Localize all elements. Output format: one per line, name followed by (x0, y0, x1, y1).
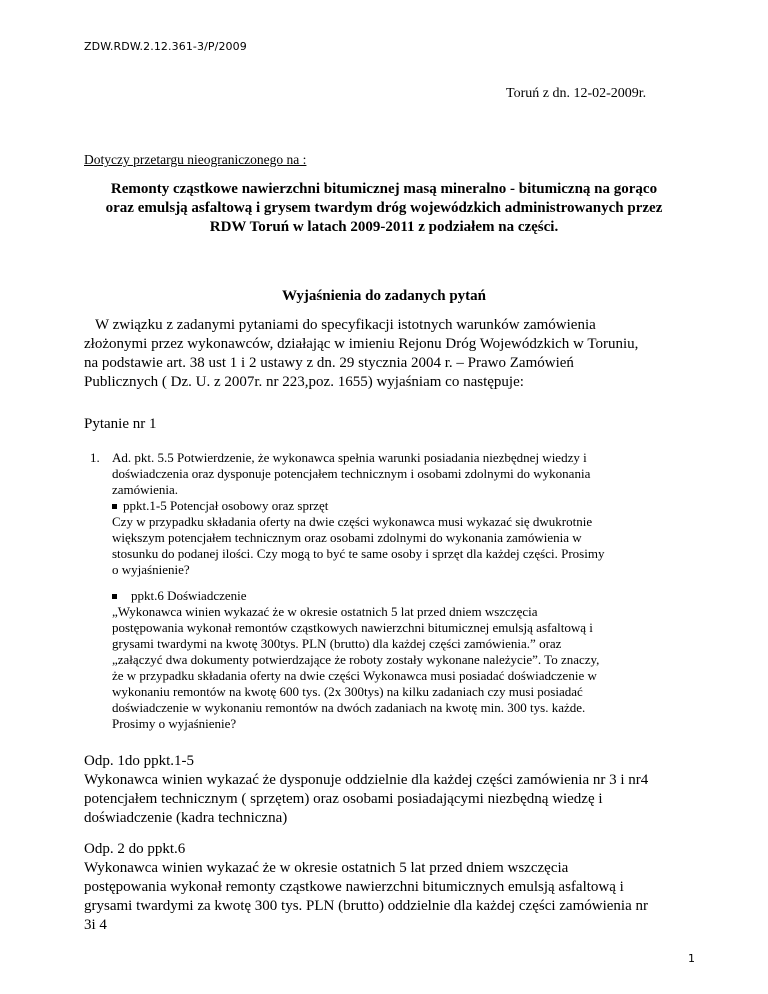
intro-line: W związku z zadanymi pytaniami do specyfikacji istotnych warunków zamówienia (84, 317, 596, 333)
page-number: 1 (688, 952, 695, 965)
bullet-body-line: „załączyć dwa dokumenty potwierdzające że roboty zostały wykonane należycie”. To znaczy, (112, 652, 600, 667)
intro-paragraph (84, 316, 704, 392)
bullet-item-staff-equipment (112, 498, 682, 514)
title-line: Remonty cząstkowe nawierzchni bitumicznej masą mineralno - bitumiczną na gorąco (110, 181, 658, 197)
intro-line: na podstawie art. 38 ust 1 i 2 ustawy z dn. 29 stycznia 2004 r. – Prawo Zamówień (84, 355, 574, 371)
document-reference-code: ZDW.RDW.2.12.361-3/P/2009 (84, 40, 247, 53)
question-intro (112, 450, 682, 498)
answer-line: grysami twardymi za kwotę 300 tys. PLN (brutto) oddzielnie dla każdej części zamówienia nr (84, 898, 648, 914)
place-and-date: Toruń z dn. 12-02-2009r. (506, 86, 647, 101)
bullet-body-line: o wyjaśnienie? (112, 562, 190, 577)
bullet-title: ppkt.1-5 Potencjał osobowy oraz sprzęt (123, 498, 329, 513)
answer-line: 3i 4 (84, 917, 107, 933)
question-intro-line: zamówienia. (112, 482, 179, 497)
regarding-line: Dotyczy przetargu nieograniczonego na : (84, 152, 307, 167)
bullet-body-line: Czy w przypadku składania oferty na dwie części wykonawca musi wykazać się dwukrotnie (112, 514, 593, 529)
question-intro-line: doświadczenia oraz dysponuje potencjałem technicznym i osobami zdolnymi do wykonania (112, 466, 591, 481)
question-label: Pytanie nr 1 (84, 416, 157, 432)
bullet-body-line: postępowania wykonał remontów cząstkowych nawierzchni bitumicznej emulsją asfaltową i (112, 620, 593, 635)
bullet-item-experience (112, 588, 682, 604)
answer-line: potencjałem technicznym ( sprzętem) oraz osobami posiadającymi niezbędną wiedzę i (84, 791, 603, 807)
answer-line: Wykonawca winien wykazać że dysponuje oddzielnie dla każdej części zamówienia nr 3 i nr4 (84, 772, 649, 788)
bullet-body-line: Prosimy o wyjaśnienie? (112, 716, 237, 731)
square-bullet-icon (112, 504, 117, 509)
bullet-title: ppkt.6 Doświadczenie (131, 588, 247, 603)
bullet-body (112, 604, 682, 732)
answer-heading: Odp. 2 do ppkt.6 (84, 841, 186, 857)
question-item (90, 450, 682, 732)
answer-2 (84, 840, 704, 935)
intro-line: złożonymi przez wykonawców, działając w imieniu Rejonu Dróg Wojewódzkich w Toruniu, (84, 336, 639, 352)
answer-heading: Odp. 1do ppkt.1-5 (84, 753, 194, 769)
bullet-body-line: stosunku do podanej ilości. Czy mogą to być te same osoby i sprzęt dla każdej części. Prosimy (112, 546, 605, 561)
intro-line: Publicznych ( Dz. U. z 2007r. nr 223,poz. 1655) wyjaśniam co następuje: (84, 374, 524, 390)
square-bullet-icon (112, 594, 117, 599)
bullet-body-line: większym potencjałem technicznym oraz osobami zdolnymi do wykonania zamówienia w (112, 530, 582, 545)
title-line: RDW Toruń w latach 2009-2011 z podziałem na części. (209, 219, 559, 235)
bullet-body-line: że w przypadku składania oferty na dwie części Wykonawca musi posiadać doświadczenie w (112, 668, 597, 683)
bullet-body (112, 514, 682, 578)
answer-line: Wykonawca winien wykazać że w okresie ostatnich 5 lat przed dniem wszczęcia (84, 860, 569, 876)
answer-line: postępowania wykonał remonty cząstkowe nawierzchni bitumicznych emulsją asfaltową i (84, 879, 624, 895)
bullet-body-line: wykonaniu remontów na kwotę 600 tys. (2x 300tys) na kilku zadaniach czy musi posiadać (112, 684, 583, 699)
tender-title (74, 180, 694, 237)
bullet-body-line: doświadczenie w wykonaniu remontów na dwóch zadaniach na kwotę min. 300 tys. każde. (112, 700, 586, 715)
section-heading: Wyjaśnienia do zadanych pytań (281, 288, 487, 304)
title-line: oraz emulsją asfaltową i grysem twardym dróg wojewódzkich administrowanych przez (105, 200, 663, 216)
bullet-body-line: „Wykonawca winien wykazać że w okresie ostatnich 5 lat przed dniem wszczęcia (112, 604, 538, 619)
bullet-body-line: grysami twardymi na kwotę 300tys. PLN (brutto) dla każdej części zamówienia.” oraz (112, 636, 562, 651)
question-intro-line: Ad. pkt. 5.5 Potwierdzenie, że wykonawca spełnia warunki posiadania niezbędnej wiedzy i (112, 450, 587, 465)
answer-1 (84, 752, 704, 828)
question-number: 1. (90, 450, 100, 465)
answer-line: doświadczenie (kadra techniczna) (84, 810, 288, 826)
